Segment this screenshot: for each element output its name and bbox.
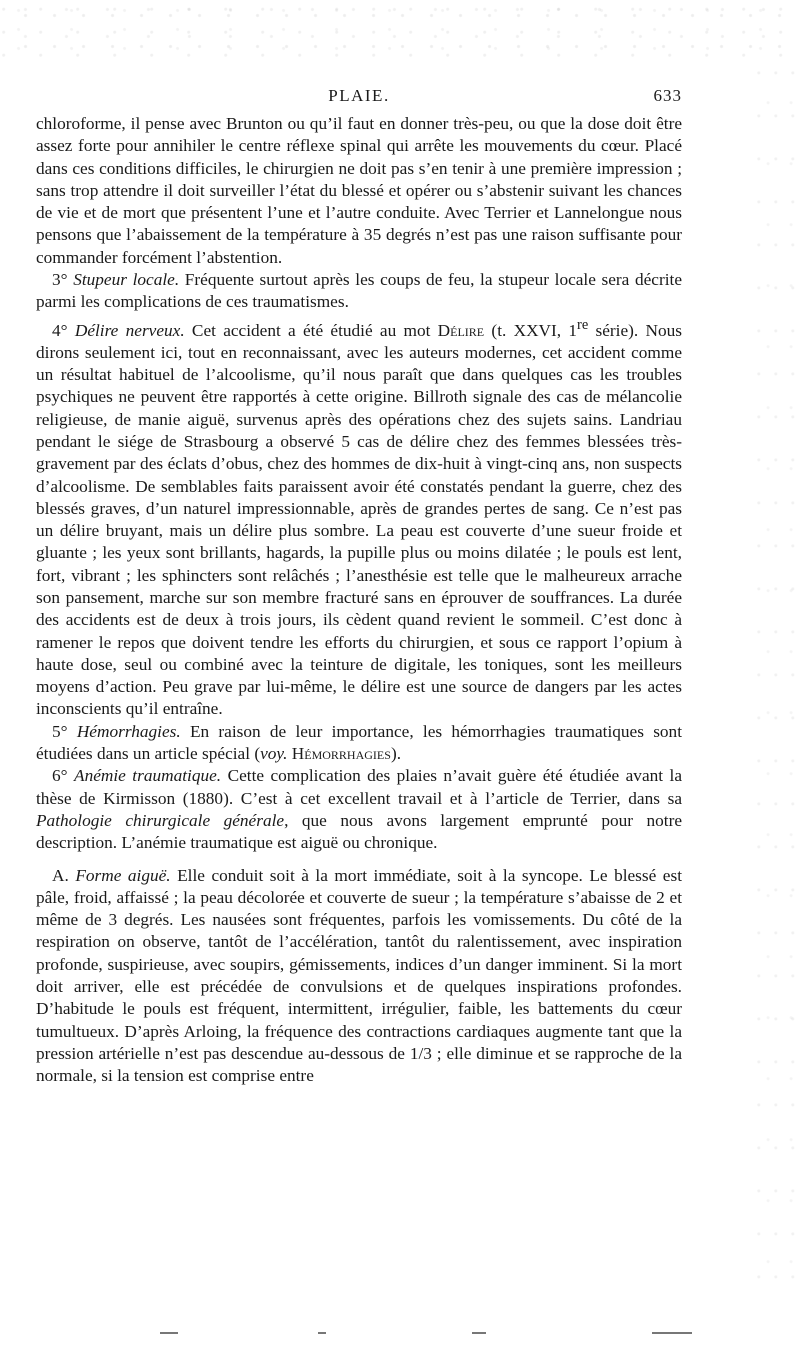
section-text: , que nous avons largement emprunté pour notre description. L’anémie traumatique est aiguë ou chronique. bbox=[36, 810, 682, 853]
paragraph-anemie-traumatique bbox=[36, 765, 682, 854]
section-number: 4° bbox=[52, 320, 68, 340]
scan-mark bbox=[160, 1332, 178, 1334]
paragraph-chloroforme: chloroforme, il pense avec Brunton ou qu’il faut en donner très-peu, ou que la dose doit être assez forte pour annihiler le centre réflexe spinal qui arrête les mouvements du cœur. Placé dans ces conditions difficiles, le chirurgien ne doit pas s’en tenir à une première impression ; sans trop attendre il doit surveiller l’état du blessé et opérer ou s’abstenir suivant les chances de vie et de mort que présentent l’une et l’autre conduite. Avec Terrier et Lannelongue nous pensons que l’abaissement de la température à 35 degrés n’est pas une raison suffisante pour commander forcément l’abstention. bbox=[36, 114, 682, 267]
section-number: 5° bbox=[52, 721, 68, 741]
section-text: ). bbox=[390, 744, 402, 764]
section-title: Anémie traumatique. bbox=[74, 766, 222, 786]
section-text: En raison de leur importance, les hémorrhagies traumatiques sont étudiées dans un article spécial ( bbox=[36, 721, 682, 764]
section-text: Fréquente surtout après les coups de feu, la stupeur locale sera décrite parmi les complications de ces traumatismes. bbox=[36, 270, 682, 312]
paragraph-hemorrhagies bbox=[36, 721, 682, 766]
section-text: Cet accident a été étudié au mot bbox=[184, 320, 438, 340]
scan-footer-marks bbox=[0, 1326, 800, 1338]
section-text: Cette complication des plaies n’avait guère été étudiée avant la thèse de Kirmisson (1880). C’est à cet excellent travail et à l’article de Terrier, dans sa bbox=[36, 766, 682, 808]
section-title: Délire nerveux. bbox=[74, 320, 185, 340]
scan-mark bbox=[472, 1332, 486, 1334]
cross-reference: Hémorrhagies bbox=[287, 744, 391, 764]
paragraph-forme-aigue bbox=[36, 865, 682, 1088]
cross-reference: Délire bbox=[437, 320, 485, 340]
text-body bbox=[36, 113, 682, 1088]
section-number: 3° bbox=[52, 270, 68, 290]
section-number: 6° bbox=[52, 766, 68, 786]
page-header bbox=[36, 86, 682, 114]
superscript: re bbox=[577, 316, 589, 333]
subsection-letter: A. bbox=[52, 865, 69, 885]
section-text: Elle conduit soit à la mort immédiate, soit à la syncope. Le blessé est pâle, froid, affaissé ; la peau décolorée et couverte de sueur ; la température s’abaisse de 2 et même de 3 degrés. Les nausées sont fréquentes, parfois les vomissements. Du côté de la respiration on observe, tantôt de l’accélération, tantôt du ralentissement, avec inspiration profonde, suspirieuse, avec soupirs, gémissements, indices d’un danger imminent. Si la mort doit arriver, elle est précédée de convulsions et de quelques inspirations profondes. D’habitude le pouls est fréquent, intermittent, irrégulier, faible, les battements du cœur tumultueux. D’après Arloing, la fréquence des contractions cardiaques augmente tant que la pression artérielle n’est pas descendue au-dessous de 1/3 ; elle diminue et se rapproche de la normale, si la tension est comprise entre bbox=[36, 865, 682, 1086]
scan-speckle-top bbox=[0, 0, 800, 60]
scan-mark bbox=[652, 1332, 692, 1334]
page-number: 633 bbox=[653, 86, 682, 105]
scan-mark bbox=[318, 1332, 326, 1334]
paragraph-delire-nerveux bbox=[36, 314, 682, 721]
running-title: PLAIE. bbox=[328, 86, 390, 105]
scan-speckle-right bbox=[752, 60, 800, 1300]
section-text: (t. XXVI, 1 bbox=[484, 320, 578, 340]
subsection-title: Forme aiguë. bbox=[75, 865, 171, 885]
paragraph-stupeur-locale bbox=[36, 269, 682, 314]
voy-abbreviation: voy. bbox=[260, 744, 288, 764]
section-title: Stupeur locale. bbox=[73, 270, 180, 290]
book-title: Pathologie chirurgicale générale bbox=[36, 810, 285, 830]
section-text: série). Nous dirons seulement ici, tout en reconnaissant, avec les auteurs modernes, cet accident comme un résultat habituel de l’alcoolisme, qu’il nous paraît que dans quelques cas les troubles psychiques ne peuvent être rapportés à cette origine. Billroth signale des cas de mélancolie religieuse, de manie aiguë, survenus après des opérations chez des sujets sains. Landriau pendant le siége de Strasbourg a observé 5 cas de délire chez des femmes blessées très-gravement par des éclats d’obus, chez des hommes de dix-huit à vingt-cinq ans, non suspects d’alcoolisme. De semblables faits paraissent avoir été constatés pendant la guerre, chez des blessés graves, d’un naturel impressionnable, après de grandes pertes de sang. Ce n’est pas un délire bruyant, mais un délire plus sombre. La peau est couverte d’une sueur froide et gluante ; les yeux sont brillants, hagards, la pupille plus ou moins dilatée ; le pouls est lent, fort, vibrant ; les sphincters sont relâchés ; l’anesthésie est telle que le malheureux arrache son pansement, marche sur son membre fracturé sans en éprouver de souffrances. La durée des accidents est de deux à trois jours, ils cèdent quand revient le sommeil. C’est donc à ramener le repos que doivent tendre les efforts du chirurgien, et sous ce rapport l’opium à haute dose, seul ou combiné avec la teinture de digitale, les toniques, sont les meilleurs moyens d’action. Peu grave par lui-même, le délire est une source de dangers par les actes inconscients qu’il entraîne. bbox=[36, 320, 682, 719]
section-title: Hémorrhagies. bbox=[76, 721, 181, 741]
